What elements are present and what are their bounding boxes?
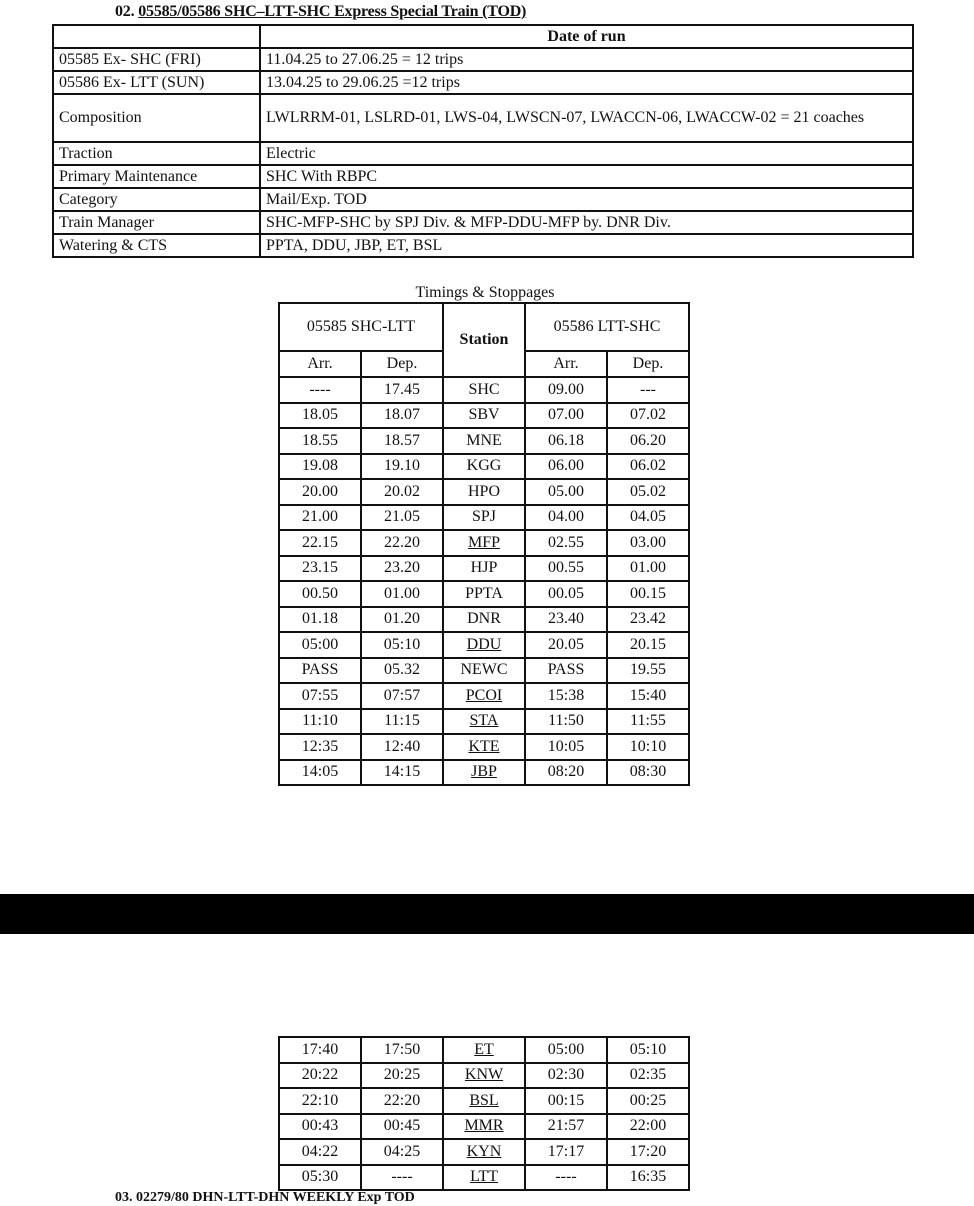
info-label: Traction — [53, 142, 260, 165]
dep-time-05585-text: 00:45 — [383, 1117, 421, 1135]
dep-time-05586-text: --- — [640, 380, 656, 398]
dep-time-05585-text: 19.10 — [384, 457, 420, 475]
info-row — [53, 211, 913, 234]
dep-time-05586-text: 07.02 — [630, 406, 666, 424]
timings-table — [278, 302, 690, 786]
dep-time-05585 — [361, 632, 443, 658]
timing-row — [279, 658, 689, 684]
station-code-text: ET — [474, 1040, 494, 1058]
arr-time-05586 — [525, 581, 607, 607]
info-label: 05585 Ex- SHC (FRI) — [53, 48, 260, 71]
dep-time-05586-text: 20.15 — [630, 635, 666, 653]
dep-time-05585-text: 11:15 — [384, 712, 420, 730]
arr-time-05585 — [279, 1088, 361, 1114]
arr-time-05586 — [525, 403, 607, 429]
arr-time-05586 — [525, 683, 607, 709]
station-code — [443, 1139, 525, 1165]
dep-header: Dep. — [607, 351, 689, 377]
arr-time-05586-text: 05.00 — [548, 482, 584, 500]
arr-time-05586 — [525, 1114, 607, 1140]
arr-time-05586-text: 02:30 — [547, 1066, 585, 1084]
dep-time-05585 — [361, 760, 443, 786]
station-code-text: NEWC — [460, 661, 508, 679]
arr-time-05586-text: 07.00 — [548, 406, 584, 424]
arr-time-05585-text: 20.00 — [302, 482, 338, 500]
dep-time-05585 — [361, 709, 443, 735]
dep-time-05586-text: 05:10 — [629, 1040, 667, 1058]
dep-time-05586 — [607, 658, 689, 684]
dep-time-05585 — [361, 403, 443, 429]
dep-time-05585 — [361, 1063, 443, 1089]
station-code-text: KGG — [466, 457, 502, 475]
dep-time-05586 — [607, 709, 689, 735]
dep-time-05585-text: 21.05 — [384, 508, 420, 526]
station-code-text: SHC — [468, 380, 500, 398]
dep-time-05586-text: 00:25 — [629, 1091, 667, 1109]
arr-time-05585 — [279, 1063, 361, 1089]
dep-time-05586-text: 10:10 — [629, 737, 667, 755]
dep-time-05585-text: 20:25 — [383, 1066, 421, 1084]
arr-time-05586 — [525, 632, 607, 658]
dep-time-05586-text: 17:20 — [629, 1142, 667, 1160]
dep-time-05585-text: 01.00 — [384, 584, 420, 602]
arr-time-05586 — [525, 454, 607, 480]
station-code-text: PPTA — [465, 584, 503, 602]
dep-time-05586 — [607, 1088, 689, 1114]
station-code — [443, 1063, 525, 1089]
arr-time-05585-text: 23.15 — [302, 559, 338, 577]
dep-time-05586-text: 06.20 — [630, 431, 666, 449]
dep-time-05586 — [607, 581, 689, 607]
arr-time-05585 — [279, 428, 361, 454]
dep-time-05585 — [361, 1088, 443, 1114]
dep-time-05585-text: 22.20 — [384, 533, 420, 551]
arr-time-05585 — [279, 1037, 361, 1063]
arr-time-05586 — [525, 556, 607, 582]
station-code-text: STA — [469, 712, 499, 730]
dep-time-05586 — [607, 1114, 689, 1140]
info-label: Category — [53, 188, 260, 211]
arr-time-05586-text: 21:57 — [547, 1117, 585, 1135]
dep-time-05586 — [607, 479, 689, 505]
arr-time-05586 — [525, 479, 607, 505]
arr-time-05586-text: 02.55 — [548, 533, 584, 551]
dep-time-05586-text: 06.02 — [630, 457, 666, 475]
arr-time-05586-text: 05:00 — [547, 1040, 585, 1058]
dep-time-05585-text: 04:25 — [383, 1142, 421, 1160]
dep-time-05585-text: 01.20 — [384, 610, 420, 628]
arr-time-05586-text: ---- — [555, 1168, 577, 1186]
timing-row — [279, 454, 689, 480]
dep-time-05586 — [607, 403, 689, 429]
train-info-table — [52, 24, 914, 258]
arr-time-05586 — [525, 1139, 607, 1165]
station-code-text: SPJ — [471, 508, 497, 526]
arr-time-05585-text: 07:55 — [301, 686, 339, 704]
info-row — [53, 71, 913, 94]
arr-time-05586 — [525, 530, 607, 556]
dep-time-05586 — [607, 505, 689, 531]
arr-time-05586-text: 00.05 — [548, 584, 584, 602]
arr-time-05586-text: 00:15 — [547, 1091, 585, 1109]
timing-row — [279, 632, 689, 658]
dep-time-05586-text: 11:55 — [630, 712, 666, 730]
arr-time-05586-text: 15:38 — [547, 686, 585, 704]
arr-time-05585 — [279, 454, 361, 480]
station-code — [443, 581, 525, 607]
dep-time-05585-text: 05.32 — [384, 661, 420, 679]
station-code — [443, 505, 525, 531]
station-code-text: KTE — [468, 737, 500, 755]
timing-row — [279, 1063, 689, 1089]
station-code — [443, 1165, 525, 1191]
arr-time-05585 — [279, 1114, 361, 1140]
info-value: SHC With RBPC — [260, 165, 913, 188]
dep-time-05585 — [361, 658, 443, 684]
dep-time-05586-text: 00.15 — [630, 584, 666, 602]
station-code-text: HJP — [470, 559, 498, 577]
dep-time-05586 — [607, 1165, 689, 1191]
arr-time-05586-text: 06.00 — [548, 457, 584, 475]
dep-time-05585 — [361, 556, 443, 582]
timing-row — [279, 581, 689, 607]
station-code-text: MMR — [464, 1117, 504, 1135]
arr-time-05586 — [525, 658, 607, 684]
info-row — [53, 234, 913, 257]
dep-time-05585 — [361, 428, 443, 454]
arr-time-05585 — [279, 709, 361, 735]
station-code-text: MNE — [466, 431, 502, 449]
dep-time-05586-text: 22:00 — [629, 1117, 667, 1135]
station-code — [443, 632, 525, 658]
station-code — [443, 377, 525, 403]
dep-time-05586 — [607, 734, 689, 760]
timing-row — [279, 428, 689, 454]
station-code-text: DDU — [466, 635, 502, 653]
station-code-text: JBP — [471, 763, 497, 781]
dep-time-05586-text: 05.02 — [630, 482, 666, 500]
redaction-bar — [0, 894, 974, 934]
dep-time-05586-text: 15:40 — [629, 686, 667, 704]
timing-row — [279, 709, 689, 735]
arr-time-05585-text: 14:05 — [301, 763, 339, 781]
dep-time-05585 — [361, 581, 443, 607]
arr-time-05585-text: 12:35 — [301, 737, 339, 755]
arr-time-05585-text: 00.50 — [302, 584, 338, 602]
arr-time-05585-text: 05:30 — [301, 1168, 339, 1186]
station-code — [443, 428, 525, 454]
dep-time-05586-text: 16:35 — [629, 1168, 667, 1186]
info-value: SHC-MFP-SHC by SPJ Div. & MFP-DDU-MFP by. DNR Div. — [260, 211, 913, 234]
arr-time-05585 — [279, 734, 361, 760]
station-code — [443, 683, 525, 709]
station-code — [443, 607, 525, 633]
dep-time-05586 — [607, 632, 689, 658]
timing-row — [279, 1165, 689, 1191]
timing-row — [279, 1139, 689, 1165]
info-row — [53, 165, 913, 188]
station-code-text: KNW — [464, 1066, 504, 1084]
station-header: Station — [443, 303, 525, 377]
station-code — [443, 556, 525, 582]
info-value: PPTA, DDU, JBP, ET, BSL — [260, 234, 913, 257]
arr-time-05586-text: 04.00 — [548, 508, 584, 526]
dep-time-05585-text: 17:50 — [383, 1040, 421, 1058]
dep-time-05585 — [361, 1139, 443, 1165]
station-code — [443, 1037, 525, 1063]
info-row — [53, 48, 913, 71]
arr-time-05586-text: 10:05 — [547, 737, 585, 755]
station-code-text: MFP — [467, 533, 501, 551]
arr-time-05586-text: 00.55 — [548, 559, 584, 577]
info-row — [53, 94, 913, 142]
arr-time-05585 — [279, 632, 361, 658]
timing-row — [279, 556, 689, 582]
dep-time-05586 — [607, 377, 689, 403]
arr-time-05585 — [279, 479, 361, 505]
dep-time-05585 — [361, 479, 443, 505]
arr-time-05586-text: PASS — [547, 661, 585, 679]
info-label: Composition — [53, 94, 260, 142]
timing-row — [279, 683, 689, 709]
dep-time-05585 — [361, 1037, 443, 1063]
section-number: 02. — [115, 3, 135, 20]
dep-time-05586-text: 01.00 — [630, 559, 666, 577]
info-value: LWLRRM-01, LSLRD-01, LWS-04, LWSCN-07, LWACCN-06, LWACCW-02 = 21 coaches — [260, 94, 913, 142]
dep-time-05586 — [607, 1139, 689, 1165]
arr-time-05586 — [525, 377, 607, 403]
arr-time-05585 — [279, 556, 361, 582]
arr-time-05586-text: 08:20 — [547, 763, 585, 781]
station-code — [443, 760, 525, 786]
dep-time-05586-text: 19.55 — [630, 661, 666, 679]
timing-row — [279, 530, 689, 556]
station-code-text: BSL — [469, 1091, 499, 1109]
dep-time-05586 — [607, 1037, 689, 1063]
arr-time-05585 — [279, 1139, 361, 1165]
station-code — [443, 1114, 525, 1140]
arr-time-05586 — [525, 734, 607, 760]
dep-time-05585-text: 18.07 — [384, 406, 420, 424]
arr-time-05585-text: 05:00 — [301, 635, 339, 653]
timing-row — [279, 403, 689, 429]
timing-row — [279, 505, 689, 531]
arr-time-05585-text: 22.15 — [302, 533, 338, 551]
info-value: 13.04.25 to 29.06.25 =12 trips — [260, 71, 913, 94]
dep-time-05585 — [361, 377, 443, 403]
dep-time-05585-text: 05:10 — [383, 635, 421, 653]
dep-time-05585 — [361, 734, 443, 760]
station-code-text: PCOI — [465, 686, 503, 704]
arr-time-05585-text: 11:10 — [302, 712, 338, 730]
station-code — [443, 734, 525, 760]
info-value: Electric — [260, 142, 913, 165]
dep-time-05586-text: 08:30 — [629, 763, 667, 781]
section-heading — [115, 3, 526, 21]
arr-time-05586 — [525, 760, 607, 786]
arr-time-05586 — [525, 428, 607, 454]
dep-time-05585-text: 14:15 — [383, 763, 421, 781]
station-code — [443, 479, 525, 505]
arr-time-05585-text: 21.00 — [302, 508, 338, 526]
info-header-row — [53, 25, 913, 48]
info-label: Primary Maintenance — [53, 165, 260, 188]
timing-row — [279, 479, 689, 505]
info-value: 11.04.25 to 27.06.25 = 12 trips — [260, 48, 913, 71]
info-label: Watering & CTS — [53, 234, 260, 257]
dep-time-05585 — [361, 1165, 443, 1191]
station-code-text: KYN — [466, 1142, 502, 1160]
station-code — [443, 709, 525, 735]
dep-time-05586 — [607, 556, 689, 582]
timings-body-continued — [279, 1037, 689, 1190]
arr-time-05585 — [279, 683, 361, 709]
dep-time-05586 — [607, 760, 689, 786]
arr-time-05586-text: 20.05 — [548, 635, 584, 653]
arr-time-05586-text: 23.40 — [548, 610, 584, 628]
dep-time-05585 — [361, 505, 443, 531]
station-code — [443, 1088, 525, 1114]
dep-time-05585-text: 17.45 — [384, 380, 420, 398]
arr-time-05585-text: ---- — [309, 380, 331, 398]
info-label: Train Manager — [53, 211, 260, 234]
timings-caption: Timings & Stoppages — [415, 284, 555, 301]
dep-time-05586-text: 04.05 — [630, 508, 666, 526]
arr-time-05585 — [279, 658, 361, 684]
arr-time-05586 — [525, 1063, 607, 1089]
dep-time-05586 — [607, 530, 689, 556]
station-code — [443, 530, 525, 556]
arr-time-05585 — [279, 581, 361, 607]
dep-time-05585-text: 22:20 — [383, 1091, 421, 1109]
arr-header: Arr. — [279, 351, 361, 377]
arr-time-05586-text: 11:50 — [548, 712, 584, 730]
dep-time-05586-text: 23.42 — [630, 610, 666, 628]
arr-time-05585-text: 19.08 — [302, 457, 338, 475]
arr-time-05585 — [279, 760, 361, 786]
arr-time-05585-text: 17:40 — [301, 1040, 339, 1058]
arr-time-05585-text: 00:43 — [301, 1117, 339, 1135]
station-code — [443, 403, 525, 429]
train-05586-header: 05586 LTT-SHC — [525, 303, 689, 351]
dep-time-05586-text: 02:35 — [629, 1066, 667, 1084]
dep-time-05586 — [607, 607, 689, 633]
arr-time-05586 — [525, 607, 607, 633]
arr-time-05585-text: 18.05 — [302, 406, 338, 424]
station-code — [443, 454, 525, 480]
info-label: 05586 Ex- LTT (SUN) — [53, 71, 260, 94]
arr-time-05586 — [525, 709, 607, 735]
info-header-blank — [53, 25, 260, 48]
dep-time-05585-text: 18.57 — [384, 431, 420, 449]
dep-time-05585-text: ---- — [391, 1168, 413, 1186]
dep-time-05586 — [607, 454, 689, 480]
arr-time-05585-text: 20:22 — [301, 1066, 339, 1084]
timing-row — [279, 377, 689, 403]
arr-time-05585 — [279, 530, 361, 556]
arr-time-05585 — [279, 1165, 361, 1191]
timing-row — [279, 1114, 689, 1140]
dep-time-05586 — [607, 428, 689, 454]
dep-time-05586 — [607, 683, 689, 709]
section-title: 05585/05586 SHC–LTT-SHC Express Special Train (TOD) — [138, 3, 527, 20]
dep-header: Dep. — [361, 351, 443, 377]
arr-time-05586-text: 17:17 — [547, 1142, 585, 1160]
train-05585-header: 05585 SHC-LTT — [279, 303, 443, 351]
info-row — [53, 188, 913, 211]
station-code-text: SBV — [468, 406, 500, 424]
arr-time-05585 — [279, 607, 361, 633]
arr-time-05586 — [525, 1037, 607, 1063]
arr-time-05586 — [525, 1088, 607, 1114]
timings-body — [279, 377, 689, 785]
info-value: Mail/Exp. TOD — [260, 188, 913, 211]
arr-header: Arr. — [525, 351, 607, 377]
arr-time-05585-text: 04:22 — [301, 1142, 339, 1160]
timings-table-continued — [278, 1036, 690, 1191]
station-code-text: DNR — [467, 610, 501, 628]
arr-time-05586-text: 06.18 — [548, 431, 584, 449]
dep-time-05585-text: 23.20 — [384, 559, 420, 577]
arr-time-05586 — [525, 1165, 607, 1191]
station-code-text: HPO — [467, 482, 500, 500]
dep-time-05585 — [361, 607, 443, 633]
info-row — [53, 142, 913, 165]
timing-row — [279, 1088, 689, 1114]
arr-time-05585 — [279, 377, 361, 403]
arr-time-05585-text: 01.18 — [302, 610, 338, 628]
arr-time-05585 — [279, 505, 361, 531]
dep-time-05585 — [361, 454, 443, 480]
arr-time-05585-text: 22:10 — [301, 1091, 339, 1109]
arr-time-05585 — [279, 403, 361, 429]
dep-time-05586 — [607, 1063, 689, 1089]
arr-time-05585-text: PASS — [301, 661, 339, 679]
timings-header-row — [279, 303, 689, 351]
dep-time-05585-text: 12:40 — [383, 737, 421, 755]
timing-row — [279, 1037, 689, 1063]
dep-time-05585-text: 07:57 — [383, 686, 421, 704]
station-code-text: LTT — [470, 1168, 498, 1186]
dep-time-05585 — [361, 683, 443, 709]
station-code — [443, 658, 525, 684]
dep-time-05586-text: 03.00 — [630, 533, 666, 551]
timing-row — [279, 607, 689, 633]
dep-time-05585 — [361, 1114, 443, 1140]
timing-row — [279, 760, 689, 786]
date-of-run-header: Date of run — [260, 25, 913, 48]
timing-row — [279, 734, 689, 760]
arr-time-05586 — [525, 505, 607, 531]
arr-time-05586-text: 09.00 — [548, 380, 584, 398]
arr-time-05585-text: 18.55 — [302, 431, 338, 449]
dep-time-05585-text: 20.02 — [384, 482, 420, 500]
dep-time-05585 — [361, 530, 443, 556]
next-section-heading: 03. 02279/80 DHN-LTT-DHN WEEKLY Exp TOD — [115, 1190, 415, 1205]
